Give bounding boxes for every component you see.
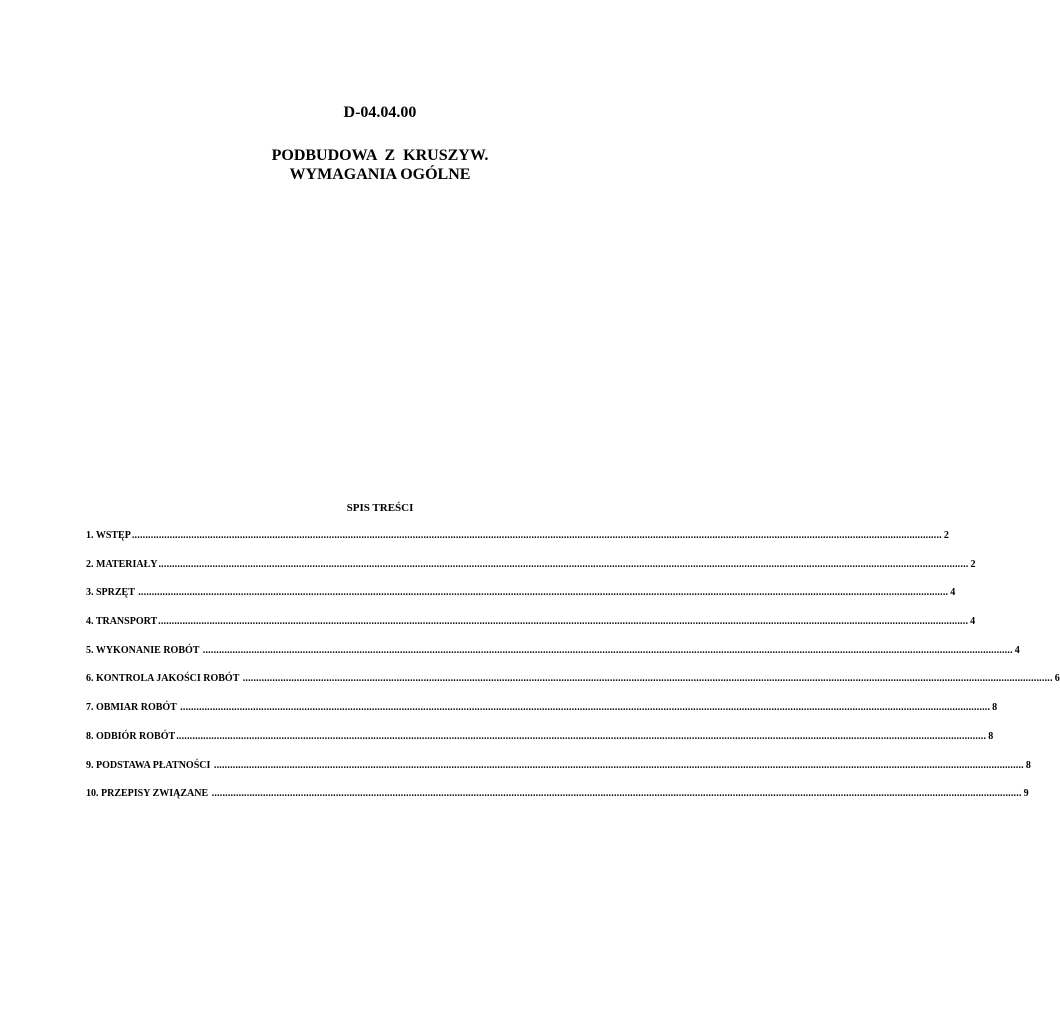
document-title	[230, 146, 530, 184]
toc-entry[interactable]	[86, 558, 976, 588]
toc-entry[interactable]	[86, 644, 1020, 674]
toc-entry-page: 4	[1014, 644, 1020, 656]
toc-entry-label: 7. OBMIAR ROBÓT	[86, 702, 180, 714]
title-line-2: WYMAGANIA OGÓLNE	[289, 166, 471, 183]
toc-leader-dots: ............................................................................................................................................................................................................................................................................................................	[180, 702, 991, 714]
toc-entry-label: 8. ODBIÓR ROBÓT	[86, 730, 176, 742]
toc-entry-page: 2	[943, 530, 949, 541]
toc-entry-page: 8	[992, 702, 998, 714]
toc-entry[interactable]	[86, 587, 956, 616]
document-code: D-04.04.00	[343, 104, 417, 121]
toc-leader-dots: ............................................................................................................................................................................................................................................................................................................	[202, 644, 1013, 656]
toc-entry-page: 4	[970, 616, 976, 628]
toc-entry-page: 4	[950, 587, 956, 599]
toc-entry[interactable]	[86, 788, 1029, 817]
toc-heading: SPIS TREŚCI	[346, 502, 414, 514]
toc-entry[interactable]	[86, 702, 998, 731]
toc-entry-page: 2	[970, 558, 976, 570]
toc-leader-dots: ............................................................................................................................................................................................................................................................................................................	[211, 788, 1022, 800]
toc-leader-dots: ............................................................................................................................................................................................................................................................................................................	[213, 759, 1024, 771]
toc-entry[interactable]	[86, 530, 949, 559]
toc-entry-label: 1. WSTĘP	[86, 530, 131, 541]
toc-leader-dots: ............................................................................................................................................................................................................................................................................................................	[176, 730, 987, 742]
table-of-contents	[86, 530, 1060, 817]
toc-entry-label: 9. PODSTAWA PŁATNOŚCI	[86, 759, 213, 771]
toc-entry-label: 10. PRZEPISY ZWIĄZANE	[86, 788, 211, 800]
toc-leader-dots: ............................................................................................................................................................................................................................................................................................................	[158, 558, 969, 570]
toc-entry-label: 6. KONTROLA JAKOŚCI ROBÓT	[86, 673, 242, 685]
toc-entry[interactable]	[86, 759, 1031, 789]
toc-leader-dots: ............................................................................................................................................................................................................................................................................................................	[131, 530, 942, 541]
toc-entry-page: 8	[988, 730, 994, 742]
toc-entry-label: 3. SPRZĘT	[86, 587, 138, 599]
toc-leader-dots: ............................................................................................................................................................................................................................................................................................................	[242, 673, 1053, 685]
toc-entry-page: 6	[1054, 673, 1060, 685]
toc-entry-page: 8	[1025, 759, 1031, 771]
toc-entry-page: 9	[1023, 788, 1029, 800]
title-line-1: PODBUDOWA Z KRUSZYW.	[271, 147, 489, 164]
toc-entry-label: 5. WYKONANIE ROBÓT	[86, 644, 202, 656]
toc-leader-dots: ............................................................................................................................................................................................................................................................................................................	[158, 616, 969, 628]
toc-leader-dots: ............................................................................................................................................................................................................................................................................................................	[138, 587, 949, 599]
toc-entry[interactable]	[86, 616, 976, 645]
toc-entry-label: 4. TRANSPORT	[86, 616, 158, 628]
toc-entry[interactable]	[86, 730, 994, 760]
toc-entry[interactable]	[86, 673, 1060, 702]
toc-entry-label: 2. MATERIAŁY	[86, 558, 158, 570]
